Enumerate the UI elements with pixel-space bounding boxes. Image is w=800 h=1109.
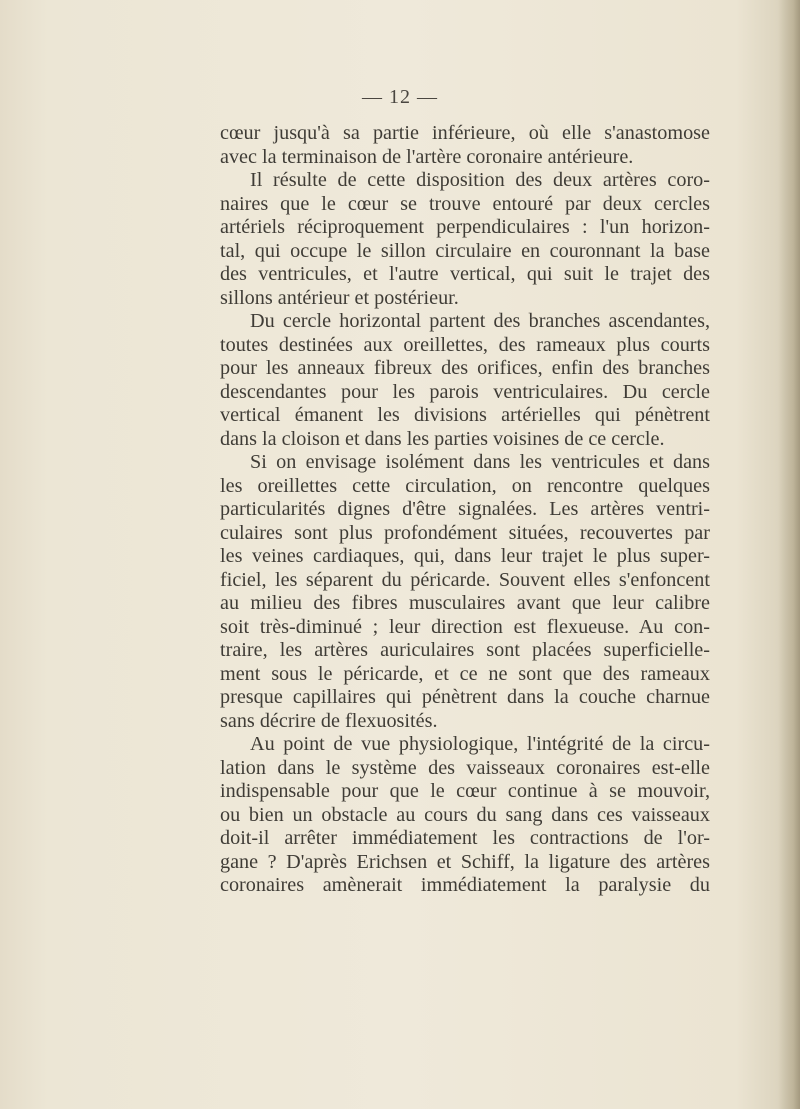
text-line: Si on envisage isolément dans les ventricules et dans xyxy=(250,451,710,473)
text-line: ou bien un obstacle au cours du sang dans ces vaisseaux xyxy=(220,803,710,826)
text-line: au milieu des fibres musculaires avant que leur calibre xyxy=(220,592,710,614)
text-line: toutes destinées aux oreillettes, des rameaux plus courts xyxy=(220,333,710,356)
text-line: cœur jusqu'à sa partie inférieure, où elle s'anastomose xyxy=(220,122,710,144)
text-line: Au point de vue physiologique, l'intégrité de la circu- xyxy=(250,733,710,755)
page-edge-shadow xyxy=(778,0,800,1109)
text-line: presque capillaires qui pénètrent dans la couche charnue xyxy=(220,686,710,708)
text-line: sans décrire de flexuosités. xyxy=(220,709,438,732)
text-line: lation dans le système des vaisseaux coronaires est-elle xyxy=(220,756,710,779)
text-line: doit-il arrêter immédiatement les contractions de l'or- xyxy=(220,827,710,849)
text-line: les veines cardiaques, qui, dans leur trajet le plus super- xyxy=(220,545,710,567)
text-line: Du cercle horizontal partent des branches ascendantes, xyxy=(250,310,710,332)
text-line: ment sous le péricarde, et ce ne sont que des rameaux xyxy=(220,662,710,685)
text-line: ficiel, les séparent du péricarde. Souvent elles s'enfoncent xyxy=(220,568,710,591)
text-line: gane ? D'après Erichsen et Schiff, la ligature des artères xyxy=(220,850,710,873)
text-line: pour les anneaux fibreux des orifices, enfin des branches xyxy=(220,357,710,379)
text-line: les oreillettes cette circulation, on rencontre quelques xyxy=(220,474,710,497)
text-line: coronaires amènerait immédiatement la paralysie du xyxy=(220,874,710,896)
text-line: sillons antérieur et postérieur. xyxy=(220,286,459,309)
text-line: particularités dignes d'être signalées. Les artères ventri- xyxy=(220,498,710,520)
text-line: culaires sont plus profondément situées, recouvertes par xyxy=(220,521,710,544)
text-line: avec la terminaison de l'artère coronaire antérieure. xyxy=(220,145,634,168)
body-text xyxy=(220,122,710,898)
text-line: tal, qui occupe le sillon circulaire en couronnant la base xyxy=(220,239,710,262)
text-line: artériels réciproquement perpendiculaires : l'un horizon- xyxy=(220,216,710,238)
text-line: naires que le cœur se trouve entouré par deux cercles xyxy=(220,192,710,215)
text-line: traire, les artères auriculaires sont placées superficielle- xyxy=(220,639,710,661)
text-line: descendantes pour les parois ventriculaires. Du cercle xyxy=(220,380,710,403)
text-line: Il résulte de cette disposition des deux artères coro- xyxy=(250,169,710,191)
page-number-header: — 12 — xyxy=(362,86,438,108)
text-line: indispensable pour que le cœur continue à se mouvoir, xyxy=(220,780,710,802)
text-line: dans la cloison et dans les parties voisines de ce cercle. xyxy=(220,427,665,450)
text-line: vertical émanent les divisions artérielles qui pénètrent xyxy=(220,404,710,426)
text-line: des ventricules, et l'autre vertical, qui suit le trajet des xyxy=(220,263,710,285)
text-line: soit très-diminué ; leur direction est flexueuse. Au con- xyxy=(220,615,710,638)
